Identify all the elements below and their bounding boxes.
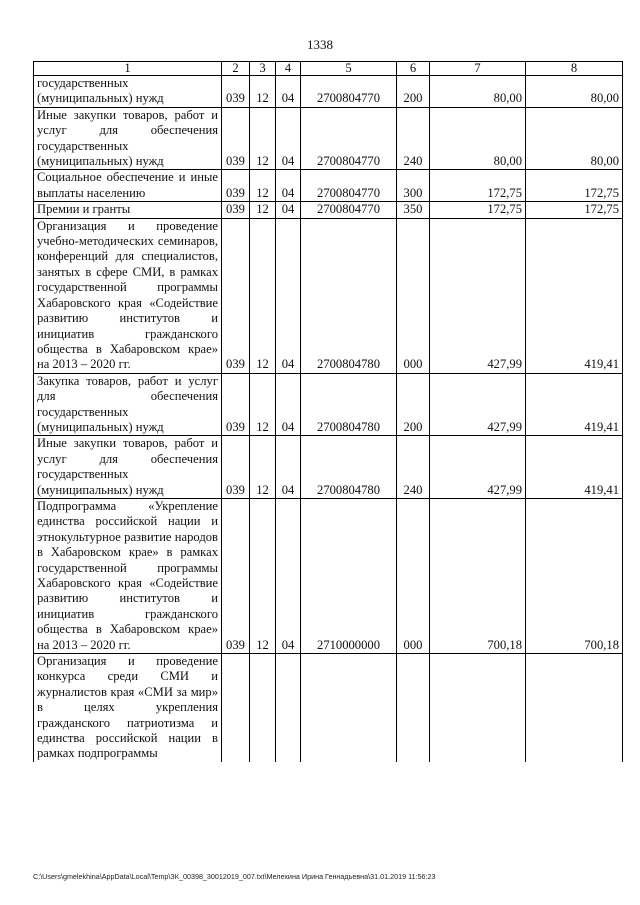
row-code-3: 12: [250, 498, 276, 653]
header-col-8: 8: [526, 62, 623, 76]
row-amount-8: 419,41: [526, 436, 623, 499]
row-code-6: 200: [397, 76, 430, 108]
row-amount-7: 700,18: [430, 498, 526, 653]
table-row: [34, 170, 623, 202]
row-code-4: 04: [276, 436, 301, 499]
file-path-footer: C:\Users\gmelekhina\AppData\Local\Temp\ЗК_00398_30012019_007.txt\Мелехина Ирина Геннадьевна\31.01.2019 11:56:23: [33, 872, 436, 881]
row-amount-7: 427,99: [430, 218, 526, 373]
row-code-4: 04: [276, 107, 301, 170]
header-col-4: 4: [276, 62, 301, 76]
row-name: государственных (муниципальных) нужд: [34, 76, 222, 108]
row-name: Организация и проведение конкурса среди СМИ и журналистов края «СМИ за мир» в целях укрепления гражданского патриотизма и единства российской нации в рамках подпрограммы: [34, 654, 222, 762]
row-code-3: [250, 654, 276, 762]
row-code-4: 04: [276, 218, 301, 373]
row-amount-8: [526, 654, 623, 762]
row-code-6: [397, 654, 430, 762]
table-row: [34, 373, 623, 436]
table-row: [34, 436, 623, 499]
row-code-5: 2700804770: [301, 202, 397, 218]
row-code-5: 2710000000: [301, 498, 397, 653]
row-name: Социальное обеспечение и иные выплаты населению: [34, 170, 222, 202]
header-col-7: 7: [430, 62, 526, 76]
header-col-2: 2: [222, 62, 250, 76]
row-code-2: 039: [222, 107, 250, 170]
row-amount-7: [430, 654, 526, 762]
row-code-6: 200: [397, 373, 430, 436]
row-code-6: 350: [397, 202, 430, 218]
row-code-2: 039: [222, 218, 250, 373]
row-name: Организация и проведение учебно-методических семинаров, конференций для специалистов, занятых в сфере СМИ, в рамках государственной программы Хабаровского края «Содействие развитию институтов и инициатив гражданского общества в Хабаровском крае» на 2013 – 2020 гг.: [34, 218, 222, 373]
row-code-5: 2700804770: [301, 76, 397, 108]
row-code-2: [222, 654, 250, 762]
row-code-3: 12: [250, 170, 276, 202]
table-header-row: [34, 62, 623, 76]
row-code-2: 039: [222, 76, 250, 108]
row-amount-7: 427,99: [430, 436, 526, 499]
row-name: Закупка товаров, работ и услуг для обеспечения государственных (муниципальных) нужд: [34, 373, 222, 436]
row-code-2: 039: [222, 436, 250, 499]
row-code-5: 2700804780: [301, 373, 397, 436]
row-code-3: 12: [250, 373, 276, 436]
row-name: Премии и гранты: [34, 202, 222, 218]
budget-table: [33, 61, 623, 762]
row-code-4: 04: [276, 498, 301, 653]
row-code-3: 12: [250, 218, 276, 373]
row-code-3: 12: [250, 436, 276, 499]
page-number: 1338: [307, 37, 333, 52]
row-code-6: 240: [397, 107, 430, 170]
row-code-2: 039: [222, 498, 250, 653]
row-code-6: 300: [397, 170, 430, 202]
row-amount-8: 172,75: [526, 202, 623, 218]
row-amount-8: 80,00: [526, 107, 623, 170]
row-code-2: 039: [222, 170, 250, 202]
row-code-3: 12: [250, 107, 276, 170]
row-amount-7: 172,75: [430, 202, 526, 218]
row-code-4: 04: [276, 202, 301, 218]
row-code-4: [276, 654, 301, 762]
row-code-5: 2700804770: [301, 107, 397, 170]
table-row: [34, 76, 623, 108]
row-amount-8: 700,18: [526, 498, 623, 653]
row-code-6: 000: [397, 218, 430, 373]
row-amount-7: 80,00: [430, 107, 526, 170]
row-name: Подпрограмма «Укрепление единства российской нации и этнокультурное развитие народов в Хабаровском крае» в рамках государственной программы Хабаровского края «Содействие развитию институтов и инициатив гражданского общества в Хабаровском крае» на 2013 – 2020 гг.: [34, 498, 222, 653]
row-code-5: 2700804780: [301, 436, 397, 499]
table-row: [34, 498, 623, 653]
row-amount-8: 419,41: [526, 373, 623, 436]
header-col-5: 5: [301, 62, 397, 76]
row-name: Иные закупки товаров, работ и услуг для обеспечения государственных (муниципальных) нужд: [34, 107, 222, 170]
header-col-1: 1: [34, 62, 222, 76]
row-code-3: 12: [250, 202, 276, 218]
row-code-5: 2700804780: [301, 218, 397, 373]
row-code-2: 039: [222, 202, 250, 218]
table-row: [34, 107, 623, 170]
row-code-4: 04: [276, 373, 301, 436]
row-amount-7: 80,00: [430, 76, 526, 108]
row-amount-8: 80,00: [526, 76, 623, 108]
row-code-2: 039: [222, 373, 250, 436]
row-amount-8: 172,75: [526, 170, 623, 202]
row-amount-7: 172,75: [430, 170, 526, 202]
table-row: [34, 202, 623, 218]
row-code-6: 000: [397, 498, 430, 653]
header-col-6: 6: [397, 62, 430, 76]
row-amount-8: 419,41: [526, 218, 623, 373]
row-code-4: 04: [276, 76, 301, 108]
row-code-5: [301, 654, 397, 762]
row-code-4: 04: [276, 170, 301, 202]
table-row: [34, 218, 623, 373]
header-col-3: 3: [250, 62, 276, 76]
row-code-3: 12: [250, 76, 276, 108]
row-code-6: 240: [397, 436, 430, 499]
table-row: [34, 654, 623, 762]
row-amount-7: 427,99: [430, 373, 526, 436]
row-name: Иные закупки товаров, работ и услуг для обеспечения государственных (муниципальных) нужд: [34, 436, 222, 499]
row-code-5: 2700804770: [301, 170, 397, 202]
